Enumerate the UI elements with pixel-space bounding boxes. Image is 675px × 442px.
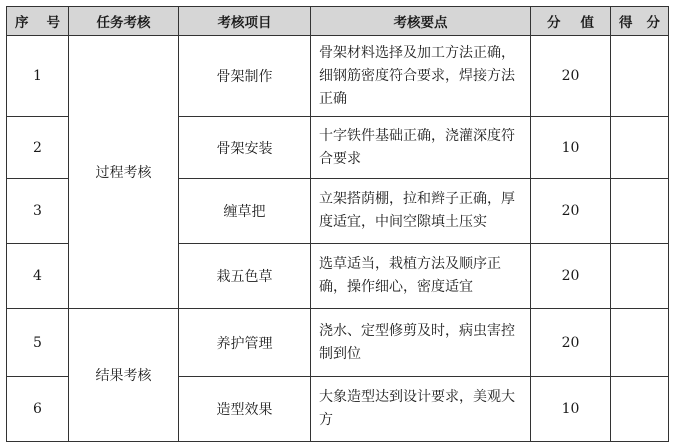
row-value: 10 — [531, 377, 611, 442]
row-value: 20 — [531, 36, 611, 117]
row-no: 5 — [7, 309, 69, 377]
header-score: 得分 — [611, 7, 669, 36]
row-item: 缠草把 — [179, 179, 311, 244]
table-row — [7, 36, 669, 117]
header-row — [7, 7, 669, 36]
row-points: 大象造型达到设计要求，美观大方 — [311, 377, 531, 442]
header-value: 分值 — [531, 7, 611, 36]
row-score — [611, 36, 669, 117]
row-no: 2 — [7, 117, 69, 179]
assessment-table-wrapper — [6, 6, 669, 442]
row-value: 10 — [531, 117, 611, 179]
row-points: 骨架材料选择及加工方法正确，细钢筋密度符合要求，焊接方法正确 — [311, 36, 531, 117]
row-value: 20 — [531, 309, 611, 377]
row-score — [611, 117, 669, 179]
row-points: 十字铁件基础正确，浇灌深度符合要求 — [311, 117, 531, 179]
row-score — [611, 179, 669, 244]
row-points: 浇水、定型修剪及时，病虫害控制到位 — [311, 309, 531, 377]
row-item: 骨架安装 — [179, 117, 311, 179]
header-item: 考核项目 — [179, 7, 311, 36]
header-task: 任务考核 — [69, 7, 179, 36]
group-result: 结果考核 — [69, 309, 179, 442]
header-points: 考核要点 — [311, 7, 531, 36]
row-item: 造型效果 — [179, 377, 311, 442]
header-no: 序号 — [7, 7, 69, 36]
row-no: 4 — [7, 244, 69, 309]
row-score — [611, 377, 669, 442]
group-process: 过程考核 — [69, 36, 179, 309]
row-no: 3 — [7, 179, 69, 244]
row-item: 栽五色草 — [179, 244, 311, 309]
row-no: 6 — [7, 377, 69, 442]
row-item: 养护管理 — [179, 309, 311, 377]
row-score — [611, 309, 669, 377]
table-row — [7, 309, 669, 377]
row-value: 20 — [531, 179, 611, 244]
row-value: 20 — [531, 244, 611, 309]
row-score — [611, 244, 669, 309]
row-points: 选草适当，栽植方法及顺序正确，操作细心，密度适宜 — [311, 244, 531, 309]
row-points: 立架搭荫棚，拉和辫子正确，厚度适宜，中间空隙填土压实 — [311, 179, 531, 244]
row-item: 骨架制作 — [179, 36, 311, 117]
assessment-table — [6, 6, 669, 442]
row-no: 1 — [7, 36, 69, 117]
